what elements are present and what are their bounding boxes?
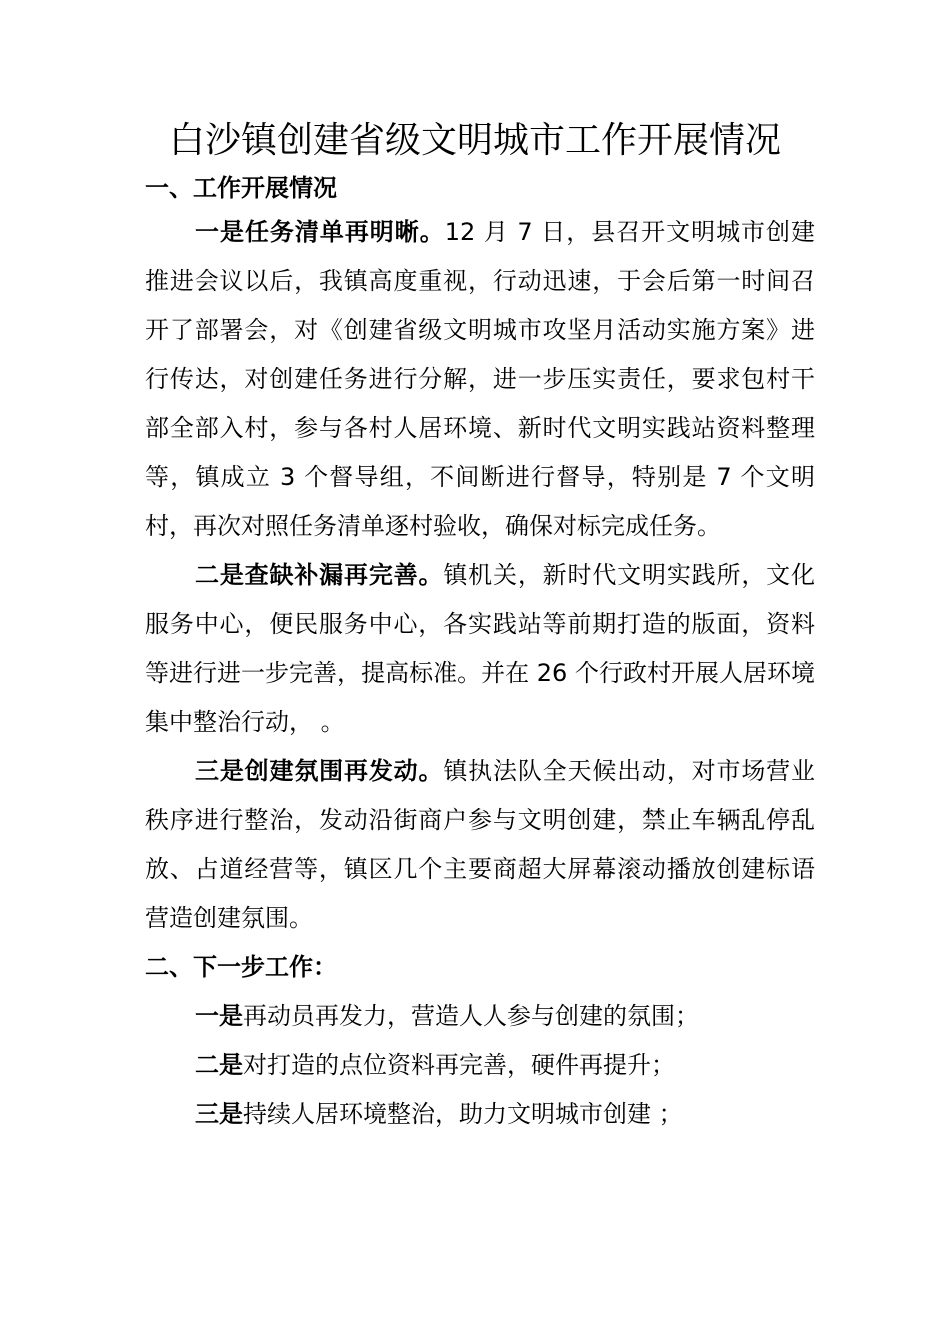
section-heading-1: 一、工作开展情况: [145, 174, 337, 202]
step-lead: 三是: [195, 1100, 243, 1128]
next-step-item-3: [145, 1090, 815, 1139]
paragraph-1: [145, 208, 815, 551]
paragraph-3: [145, 747, 815, 943]
paragraph-text: 12 月 7 日，县召开文明城市创建推进会议以后，我镇高度重视，行动迅速，于会后第一时间召开了部署会，对《创建省级文明城市攻坚月活动实施方案》进行传达，对创建任务进行分解，进一步压实责任，要求包村干部全部入村，参与各村人居环境、新时代文明实践站资料整理等，镇成立 3 个督导组，不间断进行督导，特别是 7 个文明村，再次对照任务清单逐村验收，确保对标完成任务。: [145, 218, 816, 540]
step-lead: 二是: [195, 1051, 243, 1079]
step-lead: 一是: [195, 1002, 243, 1030]
step-text: 对打造的点位资料再完善，硬件再提升；: [243, 1051, 675, 1079]
paragraph-lead: 二是查缺补漏再完善。: [195, 561, 444, 589]
paragraph-lead: 三是创建氛围再发动。: [195, 757, 444, 785]
next-step-item-2: [145, 1041, 815, 1090]
paragraph-lead: 一是任务清单再明晰。: [195, 218, 445, 246]
document-title: 白沙镇创建省级文明城市工作开展情况: [168, 120, 781, 161]
next-step-item-1: [145, 992, 815, 1041]
step-text: 再动员再发力，营造人人参与创建的氛围；: [243, 1002, 699, 1030]
paragraph-2: [145, 551, 815, 747]
paragraph-text: 镇机关，新时代文明实践所，文化服务中心，便民服务中心，各实践站等前期打造的版面，资料等进行进一步完善，提高标准。并在 26 个行政村开展人居环境集中整治行动， 。: [145, 561, 816, 736]
document-body: [145, 168, 815, 1139]
section-heading-2: 二、下一步工作：: [145, 953, 337, 981]
paragraph-text: 镇执法队全天候出动，对市场营业秩序进行整治，发动沿街商户参与文明创建，禁止车辆乱停乱放、占道经营等，镇区几个主要商超大屏幕滚动播放创建标语营造创建氛围。: [145, 757, 816, 932]
step-text: 持续人居环境整治，助力文明城市创建 ；: [243, 1100, 683, 1128]
